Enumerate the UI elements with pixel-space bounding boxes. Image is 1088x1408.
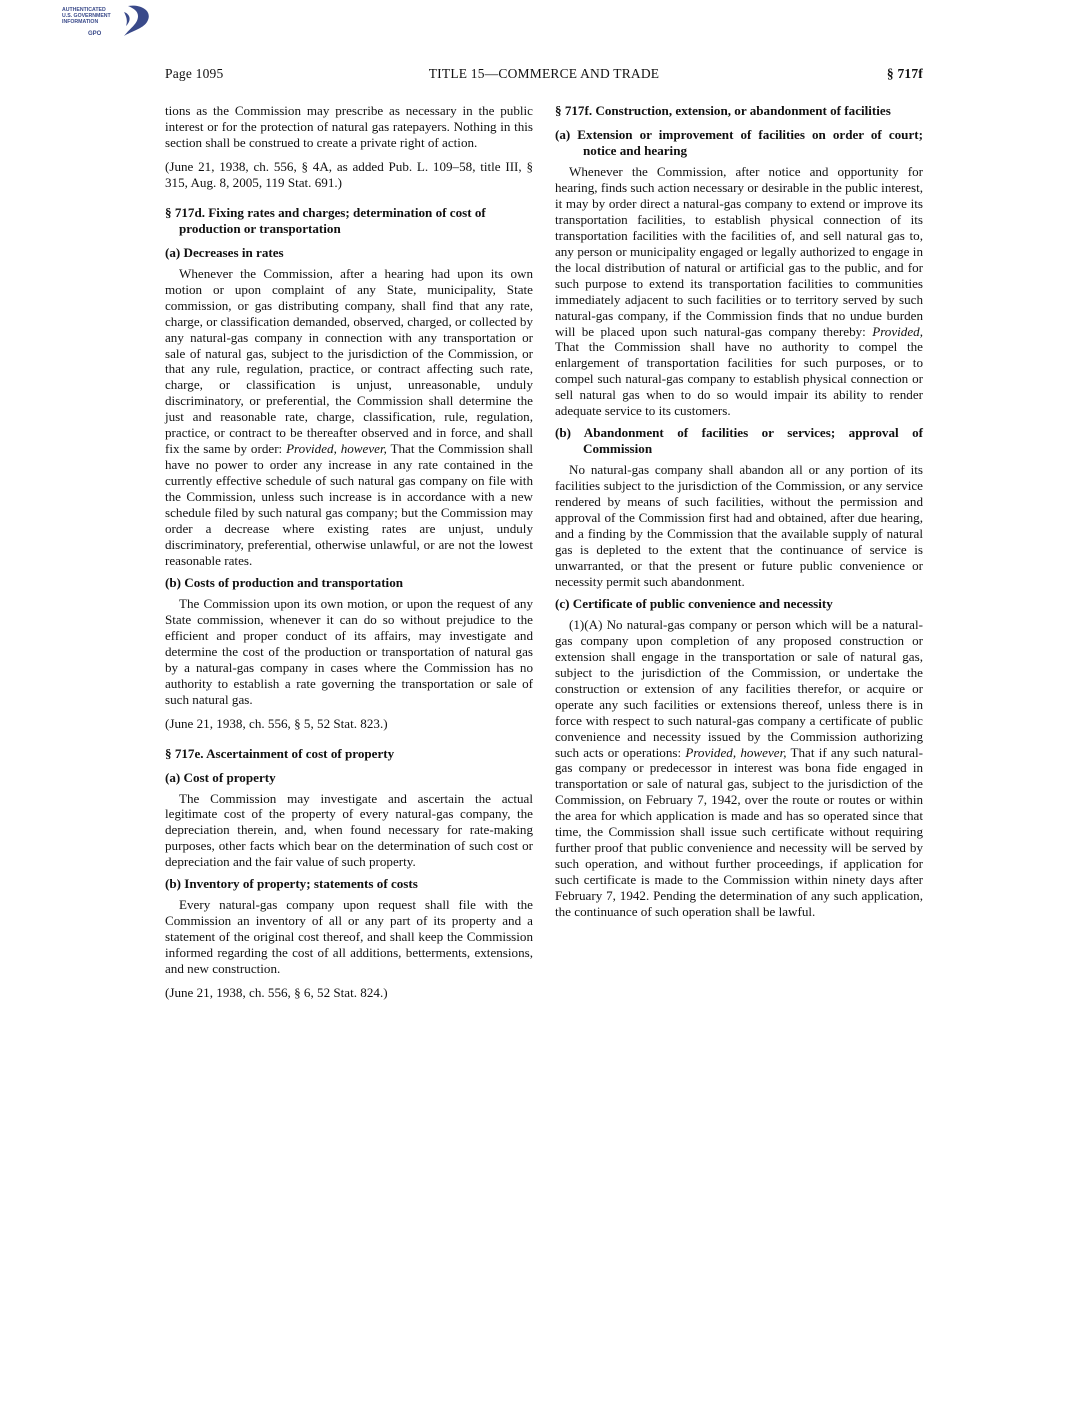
section-reference: § 717f [886,66,923,81]
logo-line-1: AUTHENTICATED [62,7,106,13]
body-paragraph: The Commission upon its own motion, or upon the request of any State commission, whenever it can do so without prejudice to the efficient and proper conduct of its affairs, may investigate and determine the cost of the production or transportation of natural gas by a natural-gas company in cases where the Commission has no authority to establish a rate governing the transportation or sale of such natural gas. [165,595,533,707]
subsection-heading: (b) Abandonment of facilities or services; approval of Commission [555,425,923,457]
source-note: (June 21, 1938, ch. 556, § 4A, as added Pub. L. 109–58, title III, § 315, Aug. 8, 2005, 119 Stat. 691.) [165,158,533,190]
right-column [555,103,923,920]
logo-line-2: U.S. GOVERNMENT [62,13,111,19]
page-number: Page 1095 [165,66,224,81]
subsection-heading: (b) Inventory of property; statements of costs [165,876,418,892]
logo-line-4: GPO [88,31,102,37]
section-717f-heading: § 717f. Construction, extension, or abandonment of facilities [555,103,891,118]
section-717e-heading: § 717e. Ascertainment of cost of property [165,745,395,761]
gpo-authentication-logo [58,2,158,42]
body-paragraph: The Commission may investigate and ascertain the actual legitimate cost of the property of every natural-gas company, the depreciation therein, and, when found necessary for rate-making purposes, other facts which bear on the determination of such cost or depreciation and the fair value of such property. [165,790,533,870]
running-header [165,66,923,84]
body-paragraph: (1)(A) No natural-gas company or person which will be a natural-gas company upon completion of any proposed construction or extension shall engage in the transportation or sale of natural gas, subject to the jurisdiction of the Commission, or undertake the construction or extension of any facilities therefor, or acquire or operate any such facilities or extensions thereof, unless there is in force with respect to such natural-gas company a certificate of public convenience and necessity issued by the Commission authorizing such acts or operations: Provided, however, That if any such natural-gas company or predecessor in interest was bona fide engaged in transportation or sale of natural gas, subject to the jurisdiction of the Commission, on February 7, 1942, over the route or routes or within the area for which application is made and has so operated since that time, the Commission shall issue such certificate without requiring further proof that public convenience and necessity will be served by such operation, and without further proceedings, if application for such certificate is made to the Commission within ninety days after February 7, 1942. Pending the determination of any such application, the continuance of such operation shall be lawful. [555,616,923,920]
section-717d-heading: § 717d. Fixing rates and charges; determination of cost of production or transportation [165,204,486,236]
subsection-heading: (a) Cost of property [165,769,276,785]
body-paragraph: No natural-gas company shall abandon all or any portion of its facilities subject to the jurisdiction of the Commission, or any service rendered by means of such facilities, without the permission and approval of the Commission first had and obtained, after due hearing, and a finding by the Commission that the available supply of natural gas is depleted to the extent that the continuance of service is unwarranted, or that the present or future public convenience or necessity permit such abandonment. [555,462,923,589]
page-title: TITLE 15—COMMERCE AND TRADE [428,66,660,81]
source-note: (June 21, 1938, ch. 556, § 6, 52 Stat. 824.) [165,985,388,1001]
logo-line-3: INFORMATION [62,19,99,25]
body-paragraph: Whenever the Commission, after notice and opportunity for hearing, finds such action necessary or desirable in the public interest, it may by order direct a natural-gas company to extend or improve its transportation facilities, to establish physical connection of its transportation facilities with the facilities of, and sell natural gas to, any person or municipality engaged or legally authorized to engage in the local distribution of natural or artificial gas to the public, and for such purpose to extend its transportation facilities to communities immediately adjacent to such facilities or to territory served by such natural-gas company, if the Commission finds that no undue burden will be placed upon such natural-gas company thereby: Provided, That the Commission shall have no authority to compel the enlargement of transportation facilities for such purposes, or to compel such natural-gas company to establish physical connection or sell natural gas when to do so would impair its ability to render adequate service to its customers. [555,164,923,419]
body-paragraph: Whenever the Commission, after a hearing had upon its own motion or upon complaint of any State, municipality, State commission, or gas distributing company, shall find that any rate, charge, or classification demanded, observed, charged, or collected by any natural-gas company in connection with any transportation or sale of natural gas, subject to the jurisdiction of the Commission, or that any rule, regulation, practice, or contract affecting such rate, charge, or classification is unjust, unreasonable, unduly discriminatory, or preferential, the Commission shall determine the just and reasonable rate, charge, classification, rule, regulation, practice, or contract to be thereafter observed and in force, and shall fix the same by order: Provided, however, That the Commission shall have no power to order any increase in any rate contained in the currently effective schedule of such natural gas company on file with the Commission, unless such increase is in accordance with a new schedule filed by such natural gas company; but the Commission may order a decrease where existing rates are unjust, unduly discriminatory, preferential, otherwise unlawful, or are not the lowest reasonable rates. [165,265,533,568]
continuation-paragraph: tions as the Commission may prescribe as necessary in the public interest or for the protection of natural gas ratepayers. Nothing in this section shall be construed to create a private right of action. [165,103,533,150]
left-column [165,103,533,1015]
subsection-heading: (a) Extension or improvement of facilities on order of court; notice and hearing [555,127,923,158]
source-note: (June 21, 1938, ch. 556, § 5, 52 Stat. 823.) [165,715,388,731]
subsection-heading: (a) Decreases in rates [165,244,284,260]
subsection-heading: (b) Costs of production and transportation [165,574,404,590]
body-paragraph: Every natural-gas company upon request shall file with the Commission an inventory of all or any part of its property and a statement of the original cost thereof, and shall keep the Commission informed regarding the cost of all additions, betterments, extensions, and new construction. [165,897,533,977]
subsection-heading: (c) Certificate of public convenience and necessity [555,595,833,611]
